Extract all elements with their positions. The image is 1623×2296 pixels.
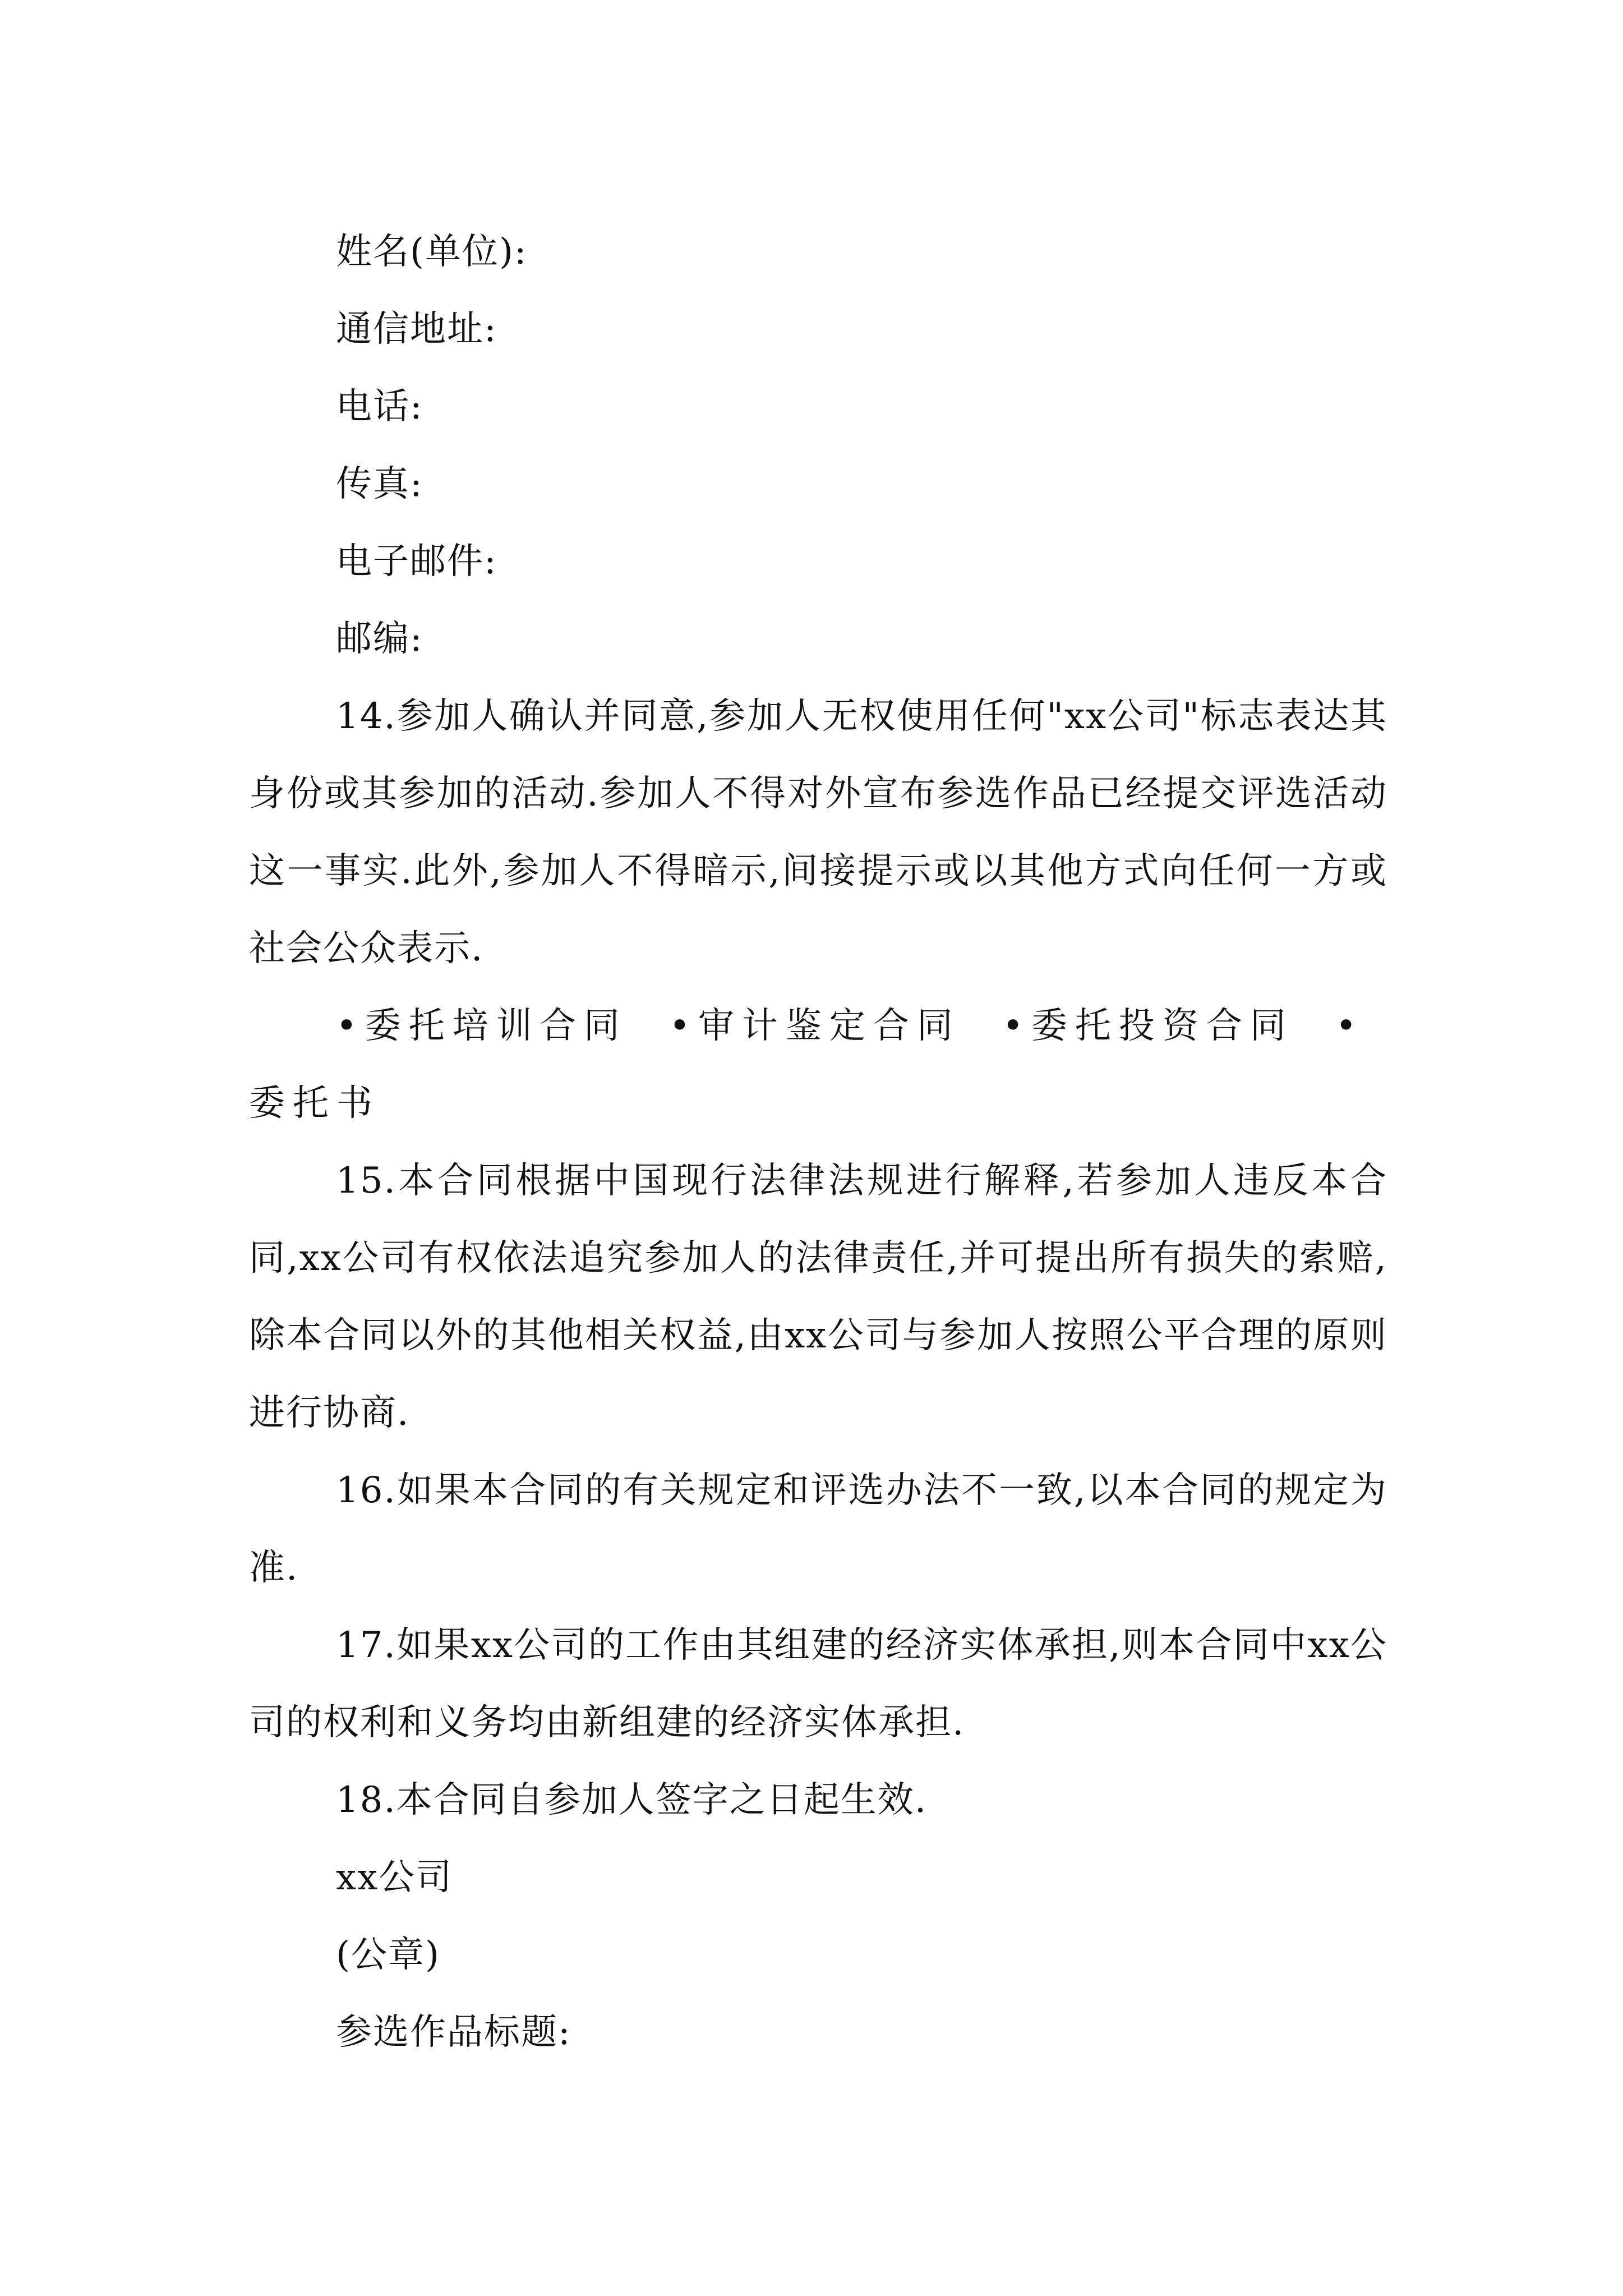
clause-18: 18.本合同自参加人签字之日起生效. [336, 1779, 928, 1821]
field-phone: 电话: [336, 386, 423, 427]
field-postcode: 邮编: [336, 618, 423, 660]
related-link-audit-contract[interactable]: •审计鉴定合同 [669, 1005, 961, 1047]
field-fax: 传真: [336, 463, 423, 505]
related-link-power-of-attorney[interactable]: •委托书 [249, 1005, 1365, 1124]
related-link-investment-contract[interactable]: •委托投资合同 [1002, 1005, 1294, 1047]
clause-14: 14.参加人确认并同意,参加人无权使用任何"xx公司"标志表达其身份或其参加的活动.参加人不得对外宣布参选作品已经提交评选活动这一事实.此外,参加人不得暗示,间接提示或以其他方式向任何一方或社会公众表示. [249, 696, 1387, 969]
clause-17: 17.如果xx公司的工作由其组建的经济实体承担,则本合同中xx公司的权利和义务均由新组建的经济实体承担. [249, 1625, 1387, 1743]
clause-15: 15.本合同根据中国现行法律法规进行解释,若参加人违反本合同,xx公司有权依法追究参加人的法律责任,并可提出所有损失的索赔,除本合同以外的其他相关权益,由xx公司与参加人按照公平合理的原则进行协商. [249, 1160, 1387, 1434]
work-title-label: 参选作品标题: [336, 2012, 571, 2053]
field-name-unit: 姓名(单位): [336, 231, 528, 273]
signature-seal: (公章) [336, 1934, 440, 1976]
document-content [249, 213, 1387, 2071]
field-address: 通信地址: [336, 309, 497, 350]
signature-company: xx公司 [336, 1857, 453, 1898]
related-links [249, 987, 1387, 1142]
related-link-training-contract[interactable]: •委托培训合同 [336, 1005, 628, 1047]
field-email: 电子邮件: [336, 541, 497, 582]
clause-16: 16.如果本合同的有关规定和评选办法不一致,以本合同的规定为准. [249, 1470, 1387, 1589]
